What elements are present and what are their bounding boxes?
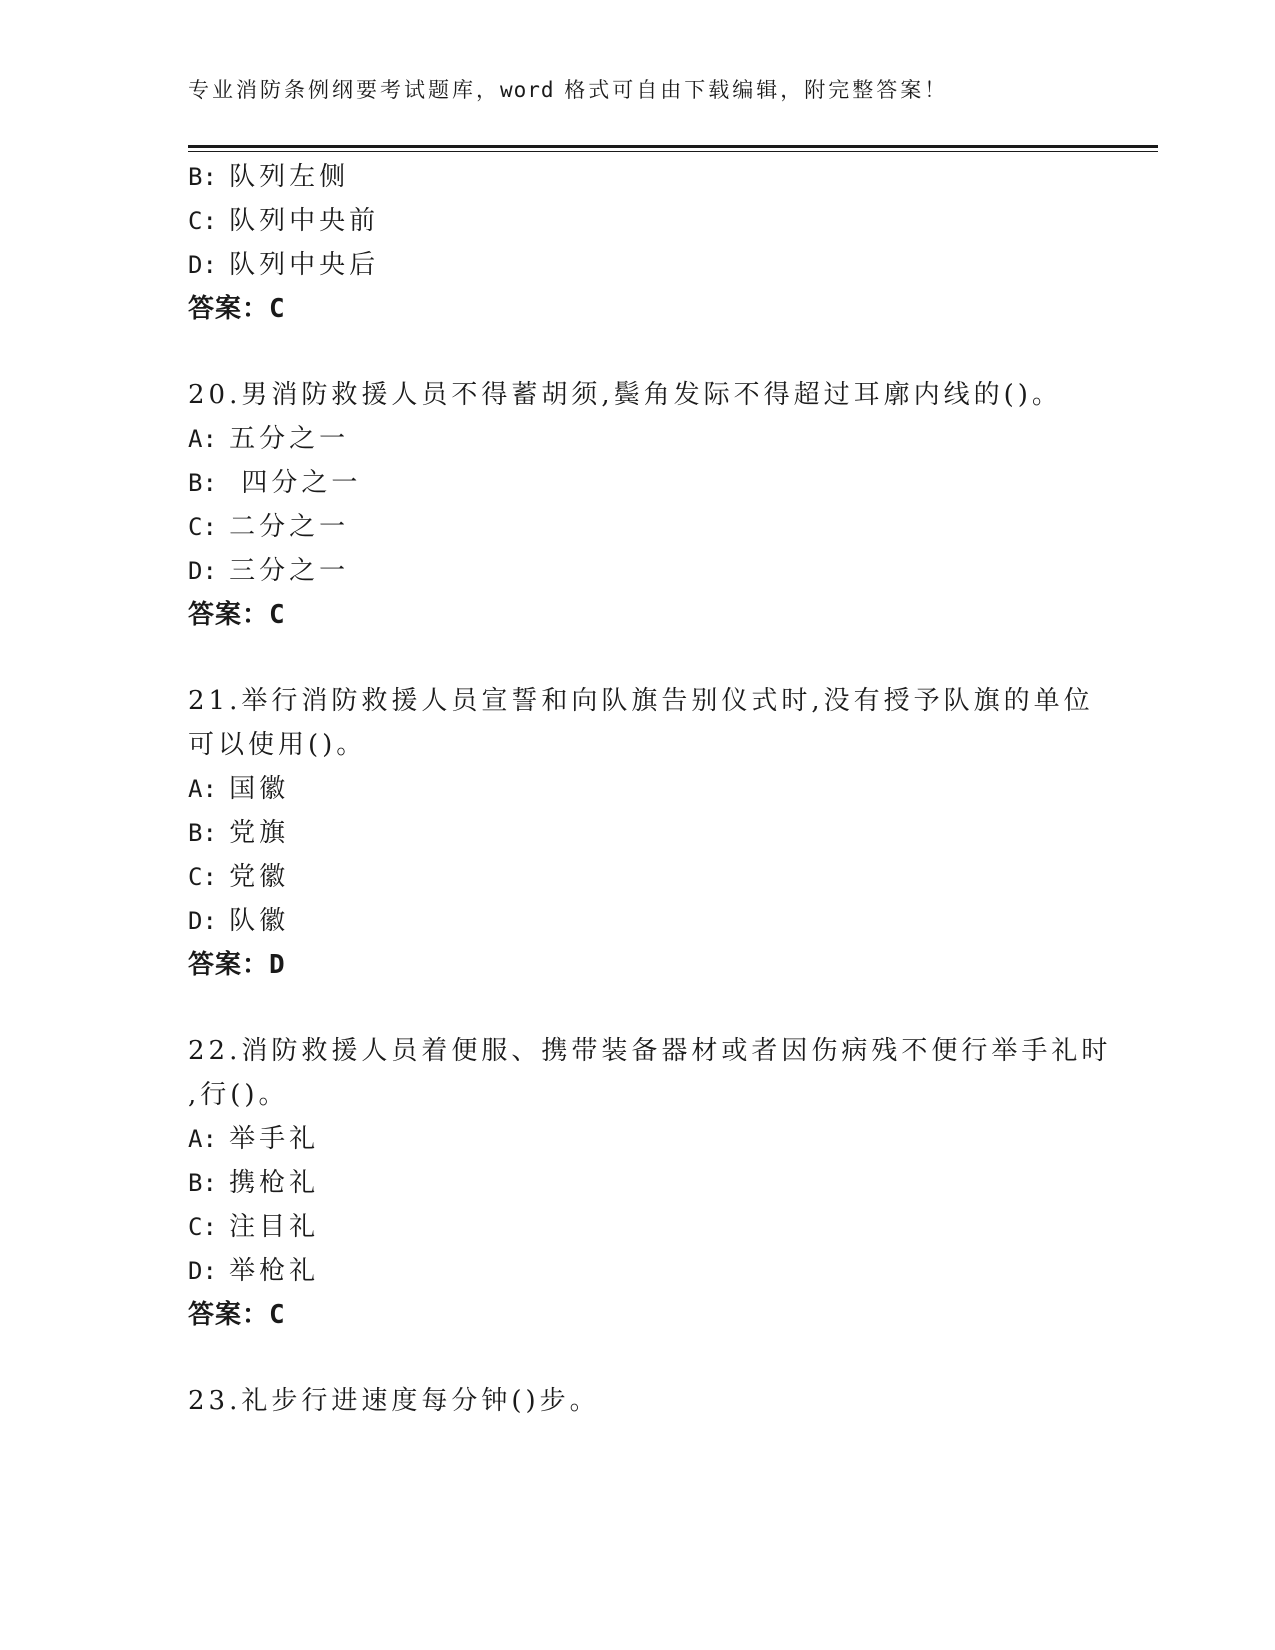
- option-a: A: 举手礼: [188, 1124, 320, 1154]
- header-rule-thin: [188, 151, 1158, 152]
- question-stem: 20.男消防救援人员不得蓄胡须,鬓角发际不得超过耳廓内线的()。: [188, 380, 1062, 410]
- header-word: word: [500, 78, 555, 102]
- option-a: A: 五分之一: [188, 424, 350, 454]
- option-b: B: 队列左侧: [188, 162, 350, 192]
- option-d: D: 队徽: [188, 906, 290, 936]
- option-b: B: 党旗: [188, 818, 290, 848]
- option-c: C: 二分之一: [188, 512, 350, 542]
- question-stem-cont: 可以使用()。: [188, 730, 367, 760]
- answer-line: 答案：C: [188, 294, 286, 324]
- option-c: C: 党徽: [188, 862, 290, 892]
- header-rule-thick: [188, 145, 1158, 148]
- header-suffix: 格式可自由下载编辑，附完整答案！: [554, 78, 949, 102]
- answer-line: 答案：C: [188, 1300, 286, 1330]
- option-d: D: 举枪礼: [188, 1256, 320, 1286]
- answer-line: 答案：D: [188, 950, 286, 980]
- option-d: D: 三分之一: [188, 556, 350, 586]
- question-stem: 22.消防救援人员着便服、携带装备器材或者因伤病残不便行举手礼时: [188, 1036, 1112, 1066]
- header-prefix: 专业消防条例纲要考试题库，: [188, 78, 500, 102]
- question-stem-cont: ,行()。: [188, 1080, 289, 1110]
- option-d: D: 队列中央后: [188, 250, 380, 280]
- answer-line: 答案：C: [188, 600, 286, 630]
- option-b: B: 四分之一: [188, 468, 362, 498]
- question-stem: 23.礼步行进速度每分钟()步。: [188, 1386, 600, 1416]
- option-b: B: 携枪礼: [188, 1168, 320, 1198]
- page-header: [188, 74, 948, 104]
- option-c: C: 注目礼: [188, 1212, 320, 1242]
- option-a: A: 国徽: [188, 774, 290, 804]
- option-c: C: 队列中央前: [188, 206, 380, 236]
- question-stem: 21.举行消防救援人员宣誓和向队旗告别仪式时,没有授予队旗的单位: [188, 686, 1094, 716]
